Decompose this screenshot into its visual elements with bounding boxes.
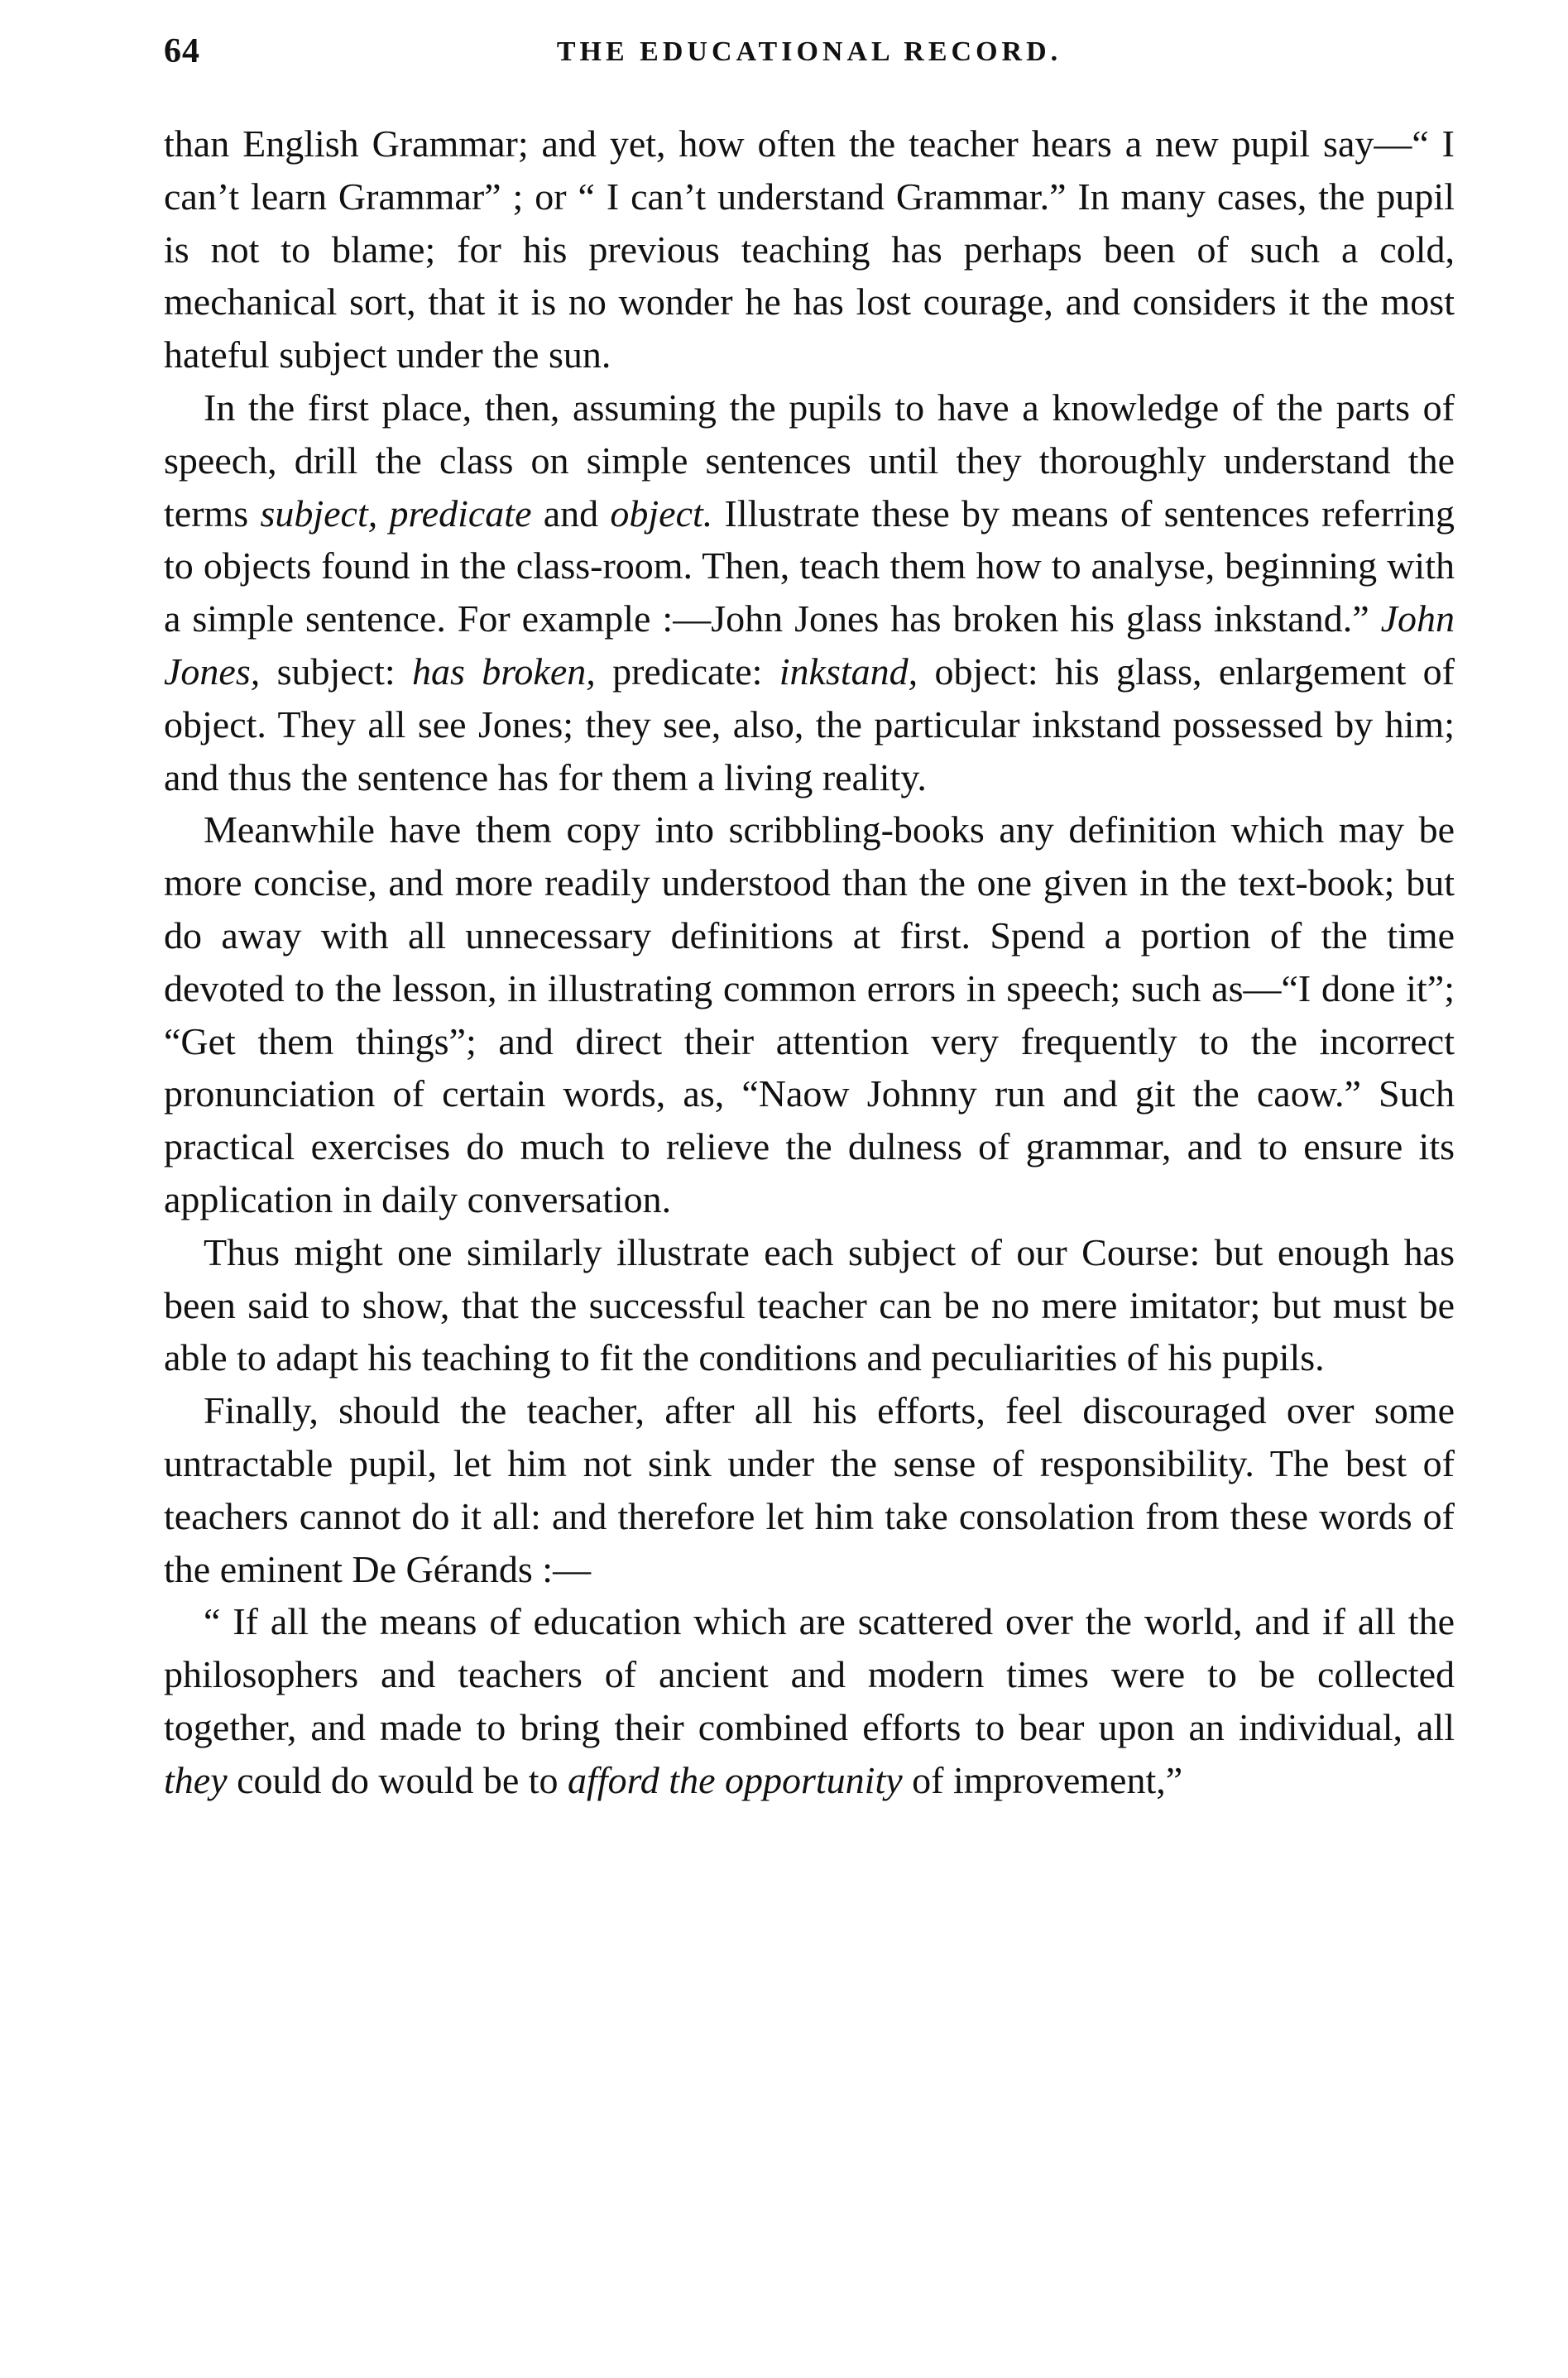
italic-phrase-opportunity: afford the opportunity (568, 1758, 903, 1801)
running-title: THE EDUCATIONAL RECORD. (556, 36, 1062, 67)
paragraph-definitions (164, 803, 1455, 1225)
paragraph-2-text-1: In the first place, then, assuming the pupils to have a knowledge of the parts of speech, drill the class on simple sentences until they thoroughly understand the terms (164, 386, 1455, 535)
paragraph-5-text: Finally, should the teacher, after all his efforts, feel discouraged over some untractable pupil, let him not sink under the sense of responsibility. The best of teachers cannot do it all: and therefore let him take consolation from these words of the eminent De Gérands :— (164, 1389, 1455, 1590)
page-header (164, 31, 1455, 81)
paragraph-continued (164, 117, 1455, 381)
paragraph-analysis (164, 381, 1455, 803)
italic-term-subject-predicate: subject, predicate (260, 491, 532, 535)
paragraph-2-text-3: Illustrate these by means of sentences referring to objects found in the class-room. Then, teach them how to analyse, beginning with a simple sentence. For example :—John Jones has broken his glass inkstand.” (164, 491, 1455, 640)
document-page (164, 0, 1455, 2378)
paragraph-6-text-1: “ If all the means of education which are scattered over the world, and if all the philosophers and teachers of ancient and modern times were to be collected together, and made to bring their combined efforts to bear upon an individual, all (164, 1600, 1455, 1748)
paragraph-finally (164, 1384, 1455, 1595)
paragraph-6-text-2: could do would be to (227, 1758, 568, 1801)
italic-example-inkstand: inkstand, (779, 650, 918, 693)
paragraph-course (164, 1226, 1455, 1384)
paragraph-1-text: than English Grammar; and yet, how often the teacher hears a new pupil say—“ I can’t learn Grammar” ; or “ I can’t understand Grammar.” In many cases, the pupil is not to blame; for his previous teaching has perhaps been of such a cold, mechanical sort, that it is no wonder he has lost courage, and considers it the most hateful subject under the sun. (164, 122, 1455, 376)
paragraph-2-text-2: and (531, 491, 611, 535)
italic-example-john-jones: John Jones, (164, 597, 1455, 693)
paragraph-2-text-5: predicate: (595, 650, 779, 693)
paragraph-6-text-3: of improvement,” (902, 1758, 1183, 1801)
italic-word-they: they (164, 1758, 228, 1801)
italic-term-object: object. (610, 491, 713, 535)
paragraph-3-text: Meanwhile have them copy into scribbling-books any definition which may be more concise, and more readily understood than the one given in the text-book; but do away with all unnecessary definitions at first. Spend a portion of the time devoted to the lesson, in illustrating common errors in speech; such as—“I done it”; “Get them things”; and direct their attention very frequently to the incorrect pronunciation of certain words, as, “Naow Johnny run and git the caow.” Such practical exercises do much to relieve the dulness of grammar, and to ensure its application in daily conversation. (164, 808, 1455, 1220)
paragraph-quotation (164, 1595, 1455, 1806)
italic-example-has-broken: has broken, (412, 650, 596, 693)
paragraph-2-text-6: object: his glass, enlargement of object. They all see Jones; they see, also, the particular inkstand possessed by him; and thus the sentence has for them a living reality. (164, 650, 1455, 798)
paragraph-4-text: Thus might one similarly illustrate each subject of our Course: but enough has been said to show, that the successful teacher can be no mere imitator; but must be able to adapt his teaching to fit the conditions and peculiarities of his pupils. (164, 1230, 1455, 1379)
paragraph-2-text-4: subject: (260, 650, 412, 693)
body-text (164, 117, 1455, 1807)
page-number: 64 (164, 32, 200, 70)
